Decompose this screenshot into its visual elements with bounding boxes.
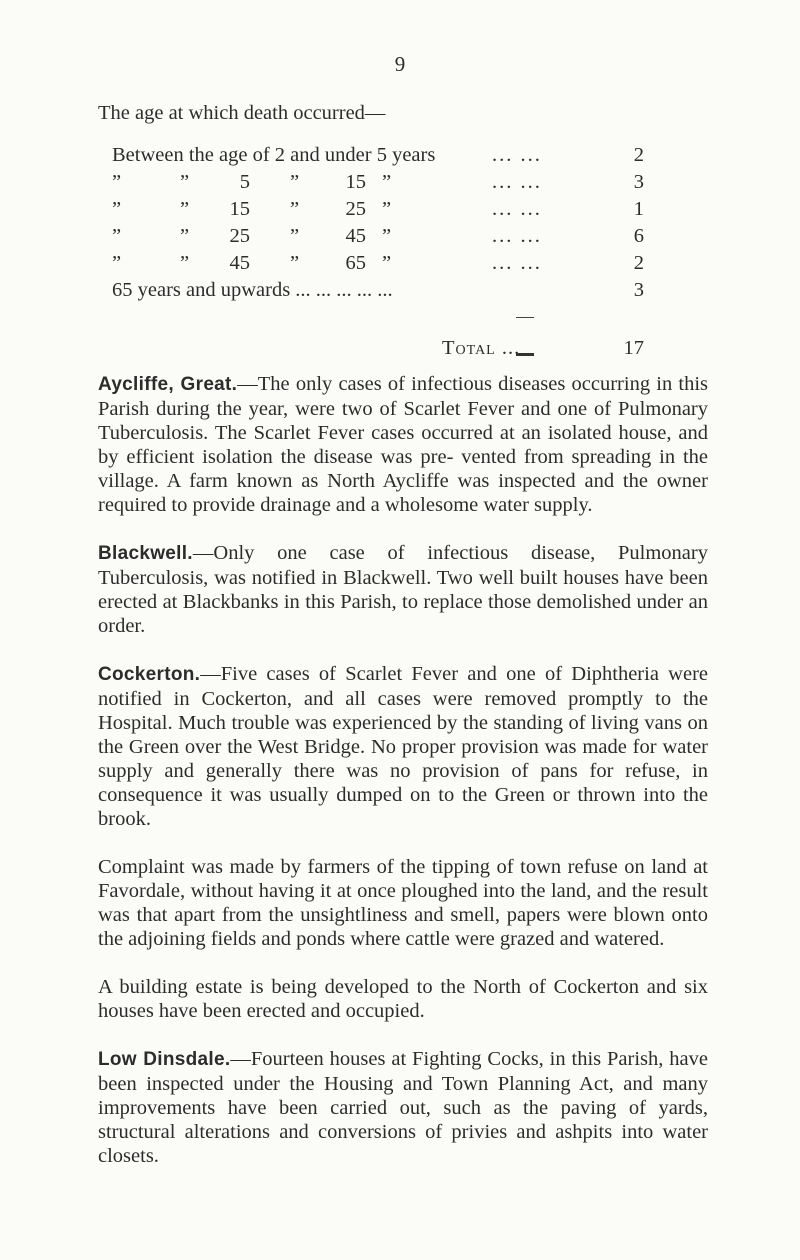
cell-first: 65 years and upwards ... ... ... ... ... bbox=[112, 279, 393, 301]
cell-d1: ” bbox=[180, 198, 190, 220]
cell-to: 65 bbox=[345, 252, 366, 274]
paragraph bbox=[98, 1047, 708, 1168]
paragraph bbox=[98, 855, 708, 951]
cell-count: 1 bbox=[633, 198, 644, 220]
total-rule-below bbox=[516, 353, 534, 356]
report-body bbox=[98, 372, 708, 1192]
table-row bbox=[112, 142, 644, 169]
cell-first: ” bbox=[112, 252, 122, 274]
cell-first: ” bbox=[112, 225, 122, 247]
cell-leader: ... ... bbox=[492, 198, 542, 220]
cell-count: 2 bbox=[633, 144, 644, 166]
cell-count: 6 bbox=[633, 225, 644, 247]
cell-count: 3 bbox=[633, 171, 644, 193]
table-intro: The age at which death occurred— bbox=[98, 102, 386, 124]
paragraph bbox=[98, 541, 708, 638]
cell-d3: ” bbox=[382, 252, 392, 274]
cell-first: Between the age of 2 and under 5 years bbox=[112, 144, 436, 166]
page-number: 9 bbox=[394, 52, 406, 76]
cell-count: 3 bbox=[633, 279, 644, 301]
paragraph-text: Complaint was made by farmers of the tipping of town refuse on land at Favordale, without having it at once ploughed into the land, and the result was that apart from the unsightliness and smell, papers were blown onto the adjoining fields and ponds where cattle were grazed and watered. bbox=[98, 856, 708, 950]
cell-to: 45 bbox=[345, 225, 366, 247]
total-value: 17 bbox=[623, 337, 644, 359]
cell-from: 45 bbox=[229, 252, 250, 274]
parish-heading: Low Dinsdale. bbox=[98, 1049, 231, 1070]
cell-d3: ” bbox=[382, 225, 392, 247]
parish-heading: Blackwell. bbox=[98, 543, 193, 564]
table-row bbox=[112, 223, 644, 250]
paragraph bbox=[98, 975, 708, 1023]
cell-d3: ” bbox=[382, 198, 392, 220]
cell-d1: ” bbox=[180, 225, 190, 247]
cell-leader: ... ... bbox=[492, 144, 542, 166]
age-at-death-table bbox=[112, 142, 644, 362]
paragraph-text: —Only one case of infectious disease, Pulmonary Tuberculosis, was notified in Blackwell. Two well built houses have been erected at Blackbanks in this Parish, to replace those demolished under an order. bbox=[98, 542, 708, 637]
paragraph-text: —Five cases of Scarlet Fever and one of Diphtheria were notified in Cockerton, and all cases were removed promptly to the Hospital. Much trouble was experienced by the standing of living vans on the Green over the West Bridge. No proper provision was made for water supply and generally there was no provision of pans for refuse, in consequence it was usually dumped on to the Green or thrown into the brook. bbox=[98, 663, 708, 830]
cell-first: ” bbox=[112, 198, 122, 220]
cell-first: ” bbox=[112, 171, 122, 193]
paragraph-text: A building estate is being developed to the North of Cockerton and six houses have been erected and occupied. bbox=[98, 976, 708, 1022]
cell-d2: ” bbox=[290, 225, 300, 247]
paragraph bbox=[98, 372, 708, 517]
cell-d2: ” bbox=[290, 252, 300, 274]
cell-d2: ” bbox=[290, 171, 300, 193]
cell-from: 5 bbox=[239, 171, 250, 193]
total-label: Total ... bbox=[442, 337, 521, 359]
table-row bbox=[112, 196, 644, 223]
total-rule-above bbox=[516, 317, 534, 318]
cell-count: 2 bbox=[633, 252, 644, 274]
paragraph-text: —Fourteen houses at Fighting Cocks, in this Parish, have been inspected under the Housing and Town Planning Act, and many improvements have been carried out, such as the paving of yards, structural alterations and conversions of privies and ashpits into water closets. bbox=[98, 1048, 708, 1167]
cell-leader: ... ... bbox=[492, 252, 542, 274]
table-row bbox=[112, 250, 644, 277]
parish-heading: Cockerton. bbox=[98, 664, 201, 685]
paragraph-text: —The only cases of infectious diseases occurring in this Parish during the year, were two of Scarlet Fever and one of Pulmonary Tuberculosis. The Scarlet Fever cases occurred at an isolated house, and by efficient isolation the disease was pre- vented from spreading in the village. A farm known as North Aycliffe was inspected and the owner required to provide drainage and a wholesome water supply. bbox=[98, 373, 708, 516]
cell-from: 15 bbox=[229, 198, 250, 220]
cell-leader: ... ... bbox=[492, 171, 542, 193]
cell-d1: ” bbox=[180, 252, 190, 274]
parish-heading: Aycliffe, Great. bbox=[98, 374, 238, 395]
table-row bbox=[112, 277, 644, 304]
cell-from: 25 bbox=[229, 225, 250, 247]
cell-d1: ” bbox=[180, 171, 190, 193]
total-row bbox=[112, 335, 644, 362]
cell-leader: ... ... bbox=[492, 225, 542, 247]
cell-to: 25 bbox=[345, 198, 366, 220]
cell-d3: ” bbox=[382, 171, 392, 193]
cell-to: 15 bbox=[345, 171, 366, 193]
table-row bbox=[112, 169, 644, 196]
cell-d2: ” bbox=[290, 198, 300, 220]
paragraph bbox=[98, 662, 708, 831]
